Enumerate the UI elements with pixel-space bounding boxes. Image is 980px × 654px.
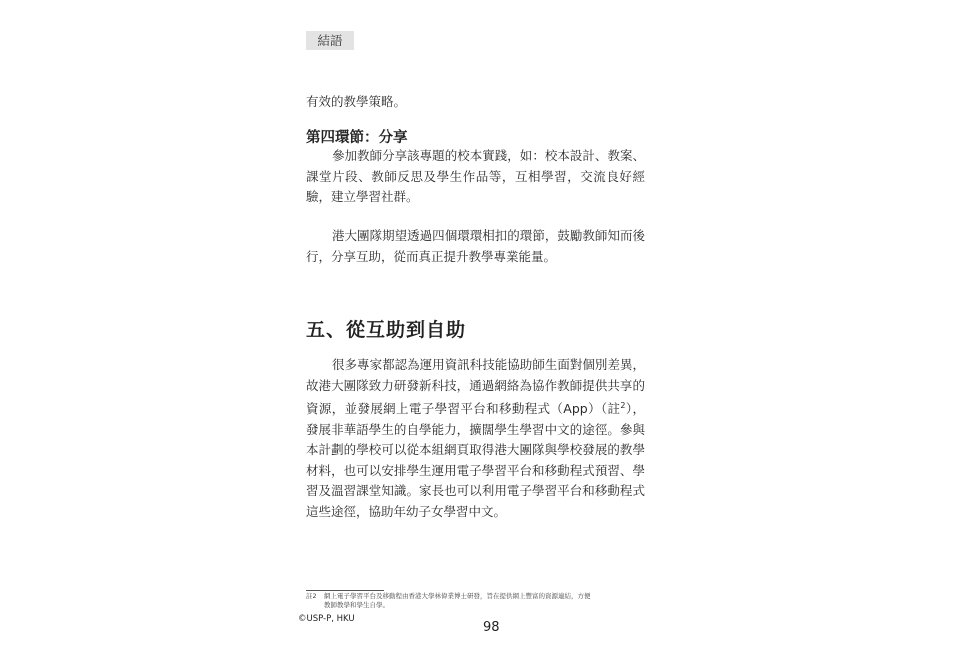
- footnote-label: 註2: [306, 592, 317, 600]
- copyright-notice: ©USP-P, HKU: [298, 614, 355, 624]
- section5-text-after-note: ），發展非華語學生的自學能力，擴闊學生學習中文的途徑。參與本計劃的學校可以從本組網頁取得港大團隊與學校發展的教學材料，也可以安排學生運用電子學習平台和移動程式預習、學習及溫習課堂知識。家長也可以利用電子學習平台和移動程式這些途徑，協助年幼子女學習中文。: [306, 401, 645, 519]
- summary-paragraph-text: 港大團隊期望透過四個環環相扣的環節，鼓勵教師知而後行，分享互助，從而真正提升教學專業能量。: [306, 228, 645, 264]
- stage4-heading: 第四環節：分享: [306, 130, 408, 146]
- footnote-reference: 2: [620, 401, 626, 410]
- page-number: 98: [483, 620, 500, 635]
- section5-text-before-note: 很多專家都認為運用資訊科技能協助師生面對個別差異，故港大團隊致力研發新科技，通過網絡為協作教師提供共享的資源，並發展網上電子學習平台和移動程式（App）（註: [306, 357, 645, 417]
- section5-paragraph: [306, 355, 645, 522]
- stage4-paragraph-text: 參加教師分享該專題的校本實踐，如：校本設計、教案、課堂片段、教師反思及學生作品等，互相學習，交流良好經驗，建立學習社群。: [306, 148, 645, 204]
- intro-line: 有效的教學策略。: [306, 94, 407, 109]
- stage4-paragraph: [306, 146, 645, 208]
- section-tag: 結語: [306, 31, 354, 50]
- footnote-text-line2: 教師教學和學生自學。: [324, 601, 389, 609]
- footnote-text-line1: 網上電子學習平台及移動程由香港大學林偉業博士研發，旨在提供網上豐富的資源連結，方便: [324, 592, 591, 600]
- footnote: [306, 592, 646, 610]
- section5-heading: 五、從互助到自助: [306, 319, 467, 341]
- footnote-divider: [306, 590, 384, 591]
- summary-paragraph: [306, 226, 645, 267]
